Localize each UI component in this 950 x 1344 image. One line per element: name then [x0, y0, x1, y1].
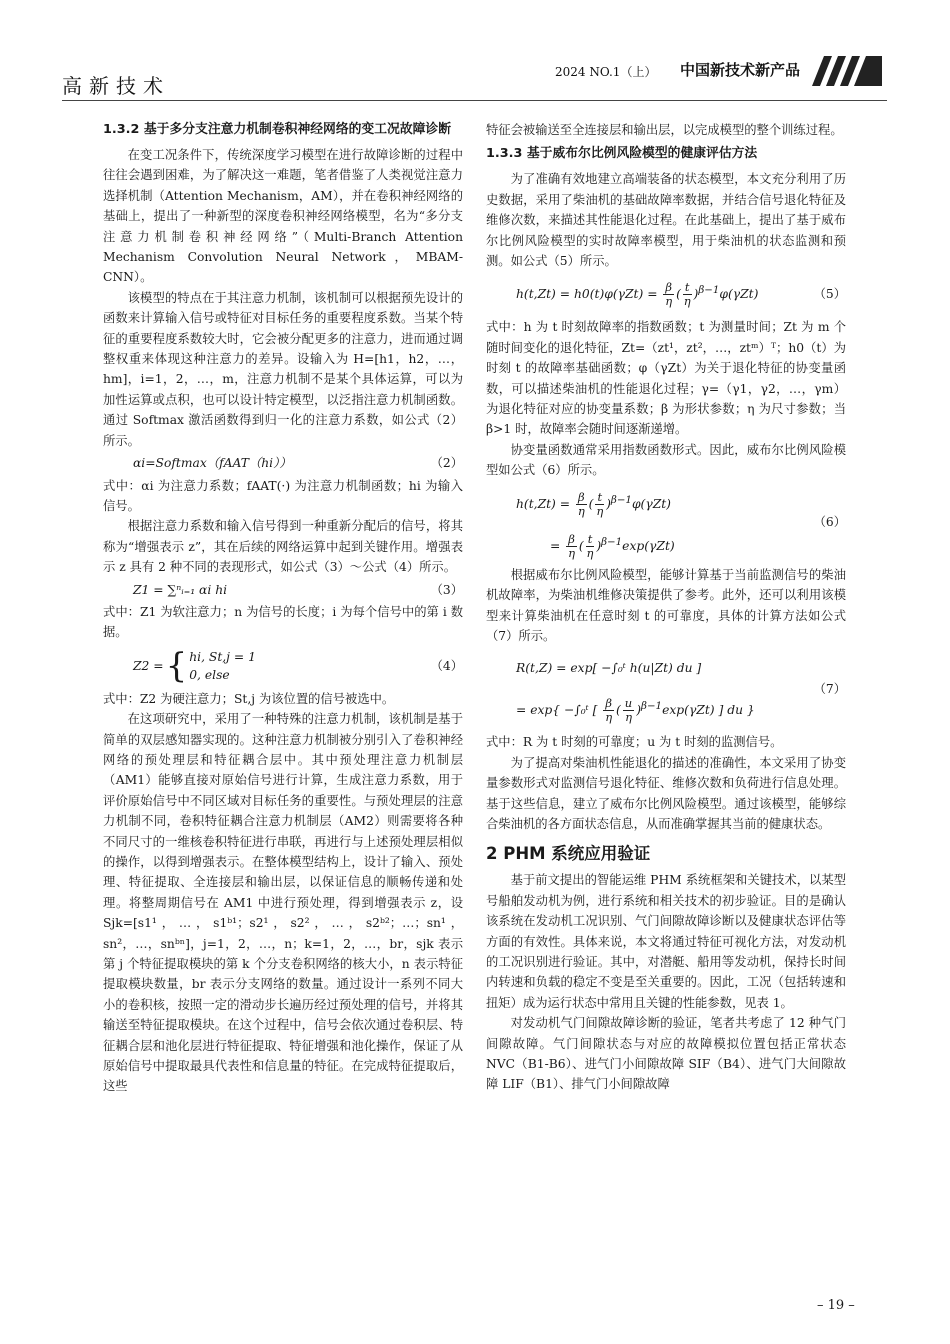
equation-3: Z1 = ∑ⁿᵢ₌₁ αi hi （3） — [133, 582, 463, 597]
paragraph: 根据注意力系数和输入信号得到一种重新分配后的信号，将其称为“增强表示 z”，其在后续的网络运算中起到关键作用。增强表示 z 具有 2 种不同的表现形式，如公式（3）～公式（4）所示。 — [103, 519, 463, 575]
heading-1-3-2: 1.3.2 基于多分支注意力机制卷积神经网络的变工况故障诊断 — [103, 122, 452, 137]
paragraph: 式中：h 为 t 时刻故障率的指数函数；t 为测量时间；Zt 为 m 个随时间变化的退化特征，Zt=（zt¹，zt²，…，ztᵐ）ᵀ；h0（t）为时刻 t 的故障率基础函数；φ（γZt）为关于退化特征的协变量函数，可以描述柴油机的性能退化过程；γ=（γ1，γ2，…，γm）为退化特征对应的协变量系数；β 为形状参数；η 为尺寸参数；当 β>1 时，故障率会随时间逐渐递增。 — [486, 320, 846, 437]
paragraph: 为了准确有效地建立高端装备的状态模型，本文充分利用了历史数据，采用了柴油机的基础故障率数据，并结合信号退化特征及维修次数，来描述其性能退化过程。在此基础上，提出了基于威布尔比例风险模型的实时故障率模型，用于柴油机的状态监测和预测。如公式（5）所示。 — [486, 172, 846, 269]
paragraph: 式中：Z1 为软注意力；n 为信号的长度；i 为每个信号中的第 i 数据。 — [103, 604, 463, 640]
left-column — [103, 120, 463, 1097]
header-stripes-icon — [812, 56, 882, 86]
paragraph: 对发动机气门间隙故障诊断的验证，笔者共考虑了 12 种气门间隙故障。气门间隙状态与对应的故障模拟位置包括正常状态 NVC（B1-B6）、进气门小间隙故障 SIF（B4）、进气门大间隙故障 LIF（B1）、排气门小间隙故障 — [486, 1016, 846, 1092]
heading-2: 2 PHM 系统应用验证 — [486, 844, 651, 864]
paragraph: 该模型的特点在于其注意力机制，该机制可以根据预先设计的函数来计算输入信号或特征对目标任务的重要程度系数。当某个特征的重要程度系数较大时，它会被分配更多的注意力，进而通过调整权重来体现这种注意力的差异。设输入为 H=[h1，h2，…，hm]，i=1，2，…，m，注意力机制不是某个具体运算，可以为加性运算或点积，也可以设计特定模型，以泛指注意力机制函数。通过 Softmax 激活函数得到归一化的注意力系数，如公式（2）所示。 — [103, 290, 463, 448]
paragraph: 在这项研究中，采用了一种特殊的注意力机制，该机制是基于简单的双层感知器实现的。这种注意力机制被分别引入了卷积神经网络的预处理层和特征耦合层中。其中预处理注意力机制层（AM1）能够直接对原始信号进行计算，生成注意力系数，用于评价原始信号中不同区域对目标任务的重要性。与预处理层的注意力机制不同，卷积特征耦合注意力机制层（AM2）则需要将各种不同尺寸的一维核卷积特征进行串联，再进行与上述预处理层相似的操作，以得到增强表示。在整体模型结构上，设计了输入、预处理、特征提取、全连接层和输出层，以保证信息的顺畅传递和处理。将整周期信号在 AM1 中进行预处理，得到增强表示 z，设 Sjk=[s1¹，…，s1ᵇ¹；s2¹，s2²，…，s2ᵇ²；…；sn¹，sn²，…，snᵇⁿ]，j=1，2，…，n；k=1，2，…，br，sjk 表示第 j 个特征提取模块的第 k 个分支卷积网络的核大小，n 表示特征提取模块数量，br 表示分支网络的数量。通过设计一系列不同大小的卷积核，按照一定的滑动步长遍历经过预处理的信号，并将其输送至特征提取模块。在这个过程中，信号会依次通过卷积层、特征耦合层和池化层进行特征提取、特征增强和池化操作，保证了从原始信号中提取最具代表性和信息量的特征。在完成特征提取后，这些 — [103, 712, 463, 1094]
section-title: 高新技术 — [62, 74, 170, 98]
equation-5: h(t,Zt) = h0(t)φ(γZt) = $\frac{\beta}{\eta}$ ( $\frac{t}{\eta}$ )$^{\beta-1}$φ(γZt) （5） — [516, 280, 846, 309]
paragraph: 根据威布尔比例风险模型，能够计算基于当前监测信号的柴油机故障率，为柴油机维修决策提供了参考。此外，还可以利用该模型来计算柴油机在任意时刻 t 的可靠度，具体的计算方法如公式（7）所示。 — [486, 567, 846, 643]
paragraph: 协变量函数通常采用指数函数形式。因此，威布尔比例风险模型如公式（6）所示。 — [486, 442, 846, 478]
journal-name: 中国新技术新产品 — [680, 61, 801, 79]
equation-2: αi=Softmax（fAAT（hi）） （2） — [133, 456, 463, 471]
paragraph: 特征会被输送至全连接层和输出层，以完成模型的整个训练过程。 — [486, 123, 843, 137]
right-column — [486, 120, 846, 1095]
equation-6: h(t,Zt) = $\frac{\beta}{\eta}$ ( $\frac{t}{\eta}$ )$^{\beta-1}$φ(γZt) = $\frac{\beta}{\eta}$ ( $\frac{t}{\eta}$ )$^{\beta-1}$exp(γZt) （6） — [516, 489, 846, 560]
paragraph: 在变工况条件下，传统深度学习模型在进行故障诊断的过程中往往会遇到困难，为了解决这一难题，笔者借鉴了人类视觉注意力选择机制（Attention Mechanism，AM），并在卷积神经网络的基础上，提出了一种新型的深度卷积神经网络模型，名为“多分支注意力机制卷积神经网络”（Multi-Branch Attention Mechanism Convolution Neural Network，MBAM-CNN）。 — [103, 148, 463, 285]
paragraph: 式中：R 为 t 时刻的可靠度；u 为 t 时刻的监测信号。 — [486, 735, 783, 750]
issue-label: 2024 NO.1（上） — [555, 65, 657, 79]
header-rule — [62, 100, 887, 101]
heading-1-3-3: 1.3.3 基于威布尔比例风险模型的健康评估方法 — [486, 146, 758, 162]
paragraph: 基于前文提出的智能运维 PHM 系统框架和关键技术，以某型号船舶发动机为例，进行系统和相关技术的初步验证。目的是确认该系统在发动机工况识别、气门间隙故障诊断以及健康状态评估等方面的有效性。具体来说，本文将通过特征可视化方法，对发动机的工况识别进行验证。其中，对潜艇、船用等发动机，保持长时间内转速和负载的稳定不变是至关重要的。因此，工况（包括转速和扭矩）成为运行状态中常用且关键的性能参数，见表 1。 — [486, 873, 846, 1010]
equation-4: Z2 = { hi, St,j = 1 0, else （4） — [133, 645, 463, 686]
paragraph: 式中：αi 为注意力系数；fAAT(·) 为注意力机制函数；hi 为输入信号。 — [103, 478, 463, 513]
page-number: – 19 – — [817, 1298, 855, 1313]
paragraph: 式中：Z2 为硬注意力；St,j 为该位置的信号被选中。 — [103, 691, 395, 706]
paragraph: 为了提高对柴油机性能退化的描述的准确性，本文采用了协变量参数形式对监测信号退化特征、维修次数和负荷进行信息处理。基于这些信息，建立了威布尔比例风险模型。通过该模型，能够综合柴油机的各方面状态信息，从而准确掌握其当前的健康状态。 — [486, 755, 846, 831]
equation-7: R(t,Z) = exp[ −∫₀ᵗ h(u|Zt) du ] = exp{ −∫₀ᵗ [ $\frac{\beta}{\eta}$ ( $\frac{u}{\eta}$ )$^{\beta-1}$exp(γZt) ] du } （7） — [516, 661, 846, 725]
